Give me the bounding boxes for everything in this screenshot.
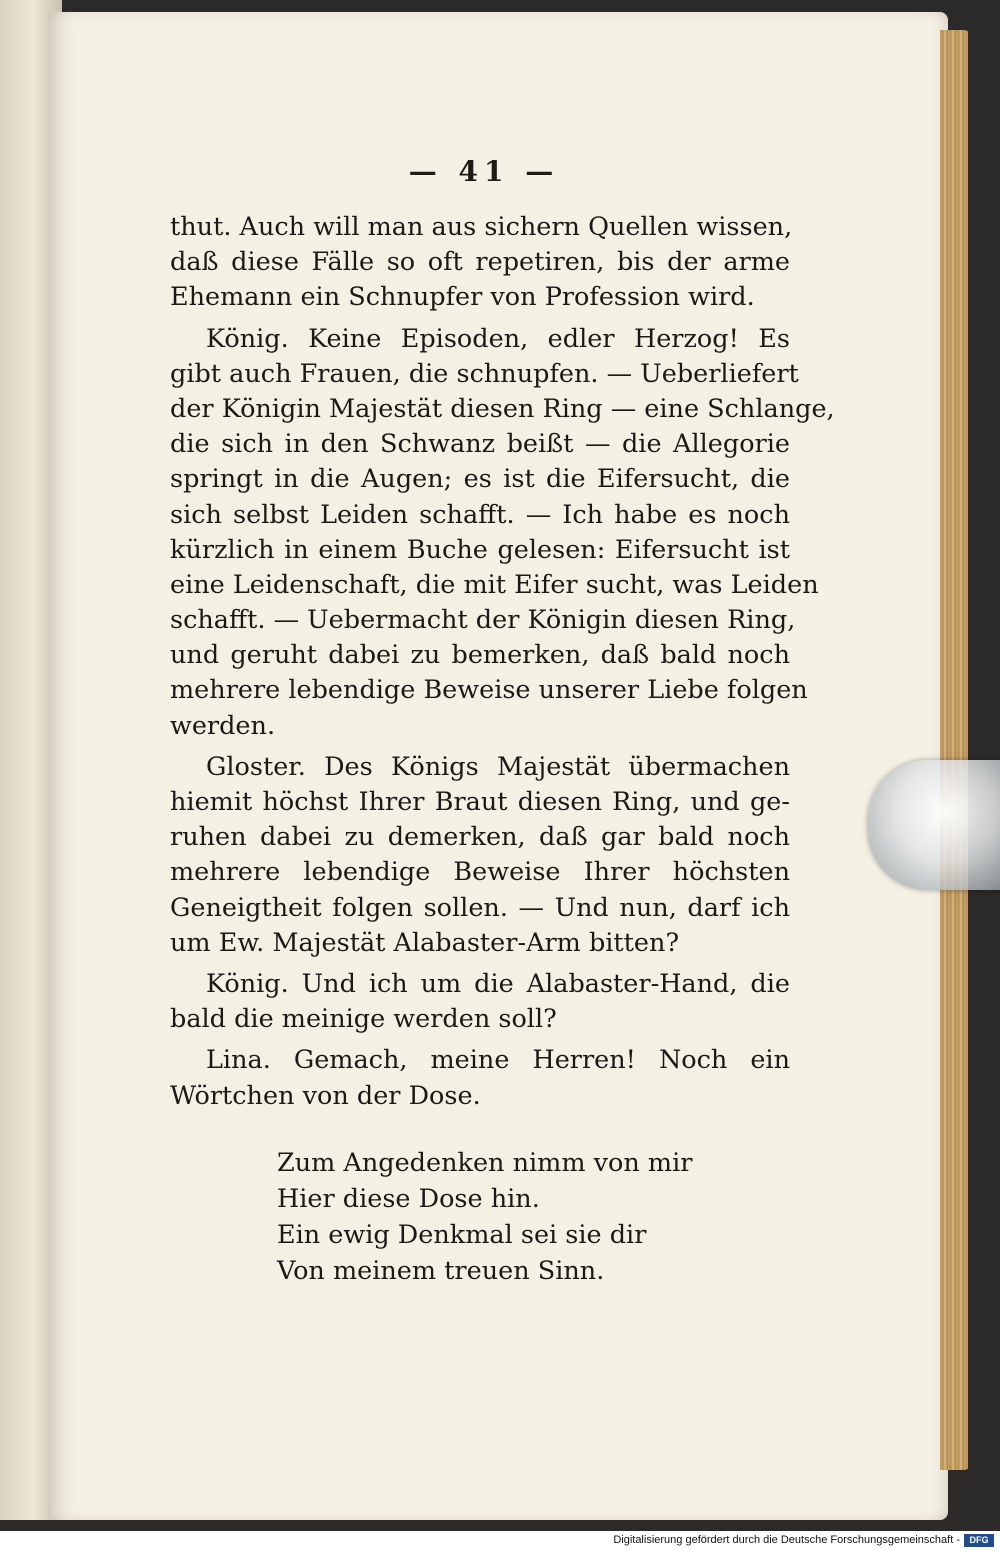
text-line: die sich in den Schwanz beißt — die Allegorie — [170, 429, 790, 460]
text-line: König. Keine Episoden, edler Herzog! Es — [206, 323, 790, 354]
funding-credit: Digitalisierung gefördert durch die Deutsche Forschungsgemeinschaft - — [613, 1534, 960, 1546]
text-line: bald die meinige werden soll? — [170, 1004, 557, 1035]
text-line: eine Leidenschaft, die mit Eifer sucht, was Leiden — [170, 569, 819, 600]
text-line: Lina. Gemach, meine Herren! Noch ein — [206, 1045, 790, 1076]
text-line: Geneigtheit folgen sollen. — Und nun, darf ich — [170, 892, 790, 923]
text-line: schafft. — Uebermacht der Königin diesen Ring, — [170, 605, 796, 636]
text-line: Ehemann ein Schnupfer von Profession wird. — [170, 282, 755, 313]
text-line: und geruht dabei zu bemerken, daß bald noch — [170, 640, 790, 671]
text-line: thut. Auch will man aus sichern Quellen wissen, — [170, 212, 793, 242]
verse-line: Hier diese Dose hin. — [277, 1184, 540, 1214]
verse-line: Ein ewig Denkmal sei sie dir — [277, 1220, 647, 1250]
text-line: mehrere lebendige Beweise Ihrer höchsten — [170, 857, 790, 888]
text-line: mehrere lebendige Beweise unserer Liebe folgen — [170, 675, 808, 706]
text-line: werden. — [170, 710, 276, 741]
text-line: gibt auch Frauen, die schnupfen. — Ueberliefert — [170, 358, 799, 389]
text-line: springt in die Augen; es ist die Eifersucht, die — [170, 464, 790, 495]
text-line: daß diese Fälle so oft repetiren, bis der arme — [170, 247, 790, 278]
page-clip — [868, 760, 1000, 890]
text-line: Gloster. Des Königs Majestät übermachen — [206, 751, 790, 782]
text-line: um Ew. Majestät Alabaster-Arm bitten? — [170, 927, 680, 958]
page-number: — 41 — — [408, 155, 560, 188]
page-block-edge — [940, 30, 970, 1470]
footer-bar — [0, 1531, 1000, 1551]
verse-line: Von meinem treuen Sinn. — [277, 1256, 605, 1286]
verse-line: Zum Angedenken nimm von mir — [277, 1148, 693, 1178]
body-text — [170, 210, 835, 1114]
text-line: ruhen dabei zu demerken, daß gar bald noch — [170, 822, 790, 853]
text-line: hiemit höchst Ihrer Braut diesen Ring, und ge- — [170, 787, 790, 817]
text-line: sich selbst Leiden schafft. — Ich habe es noch — [170, 499, 790, 530]
text-line: kürzlich in einem Buche gelesen: Eifersucht ist — [170, 534, 790, 565]
verse-block — [277, 1145, 692, 1289]
text-line: König. Und ich um die Alabaster-Hand, die — [206, 968, 790, 999]
dfg-logo: DFG — [964, 1534, 994, 1547]
text-line: der Königin Majestät diesen Ring — eine Schlange, — [170, 393, 835, 424]
text-line: Wörtchen von der Dose. — [170, 1080, 481, 1111]
